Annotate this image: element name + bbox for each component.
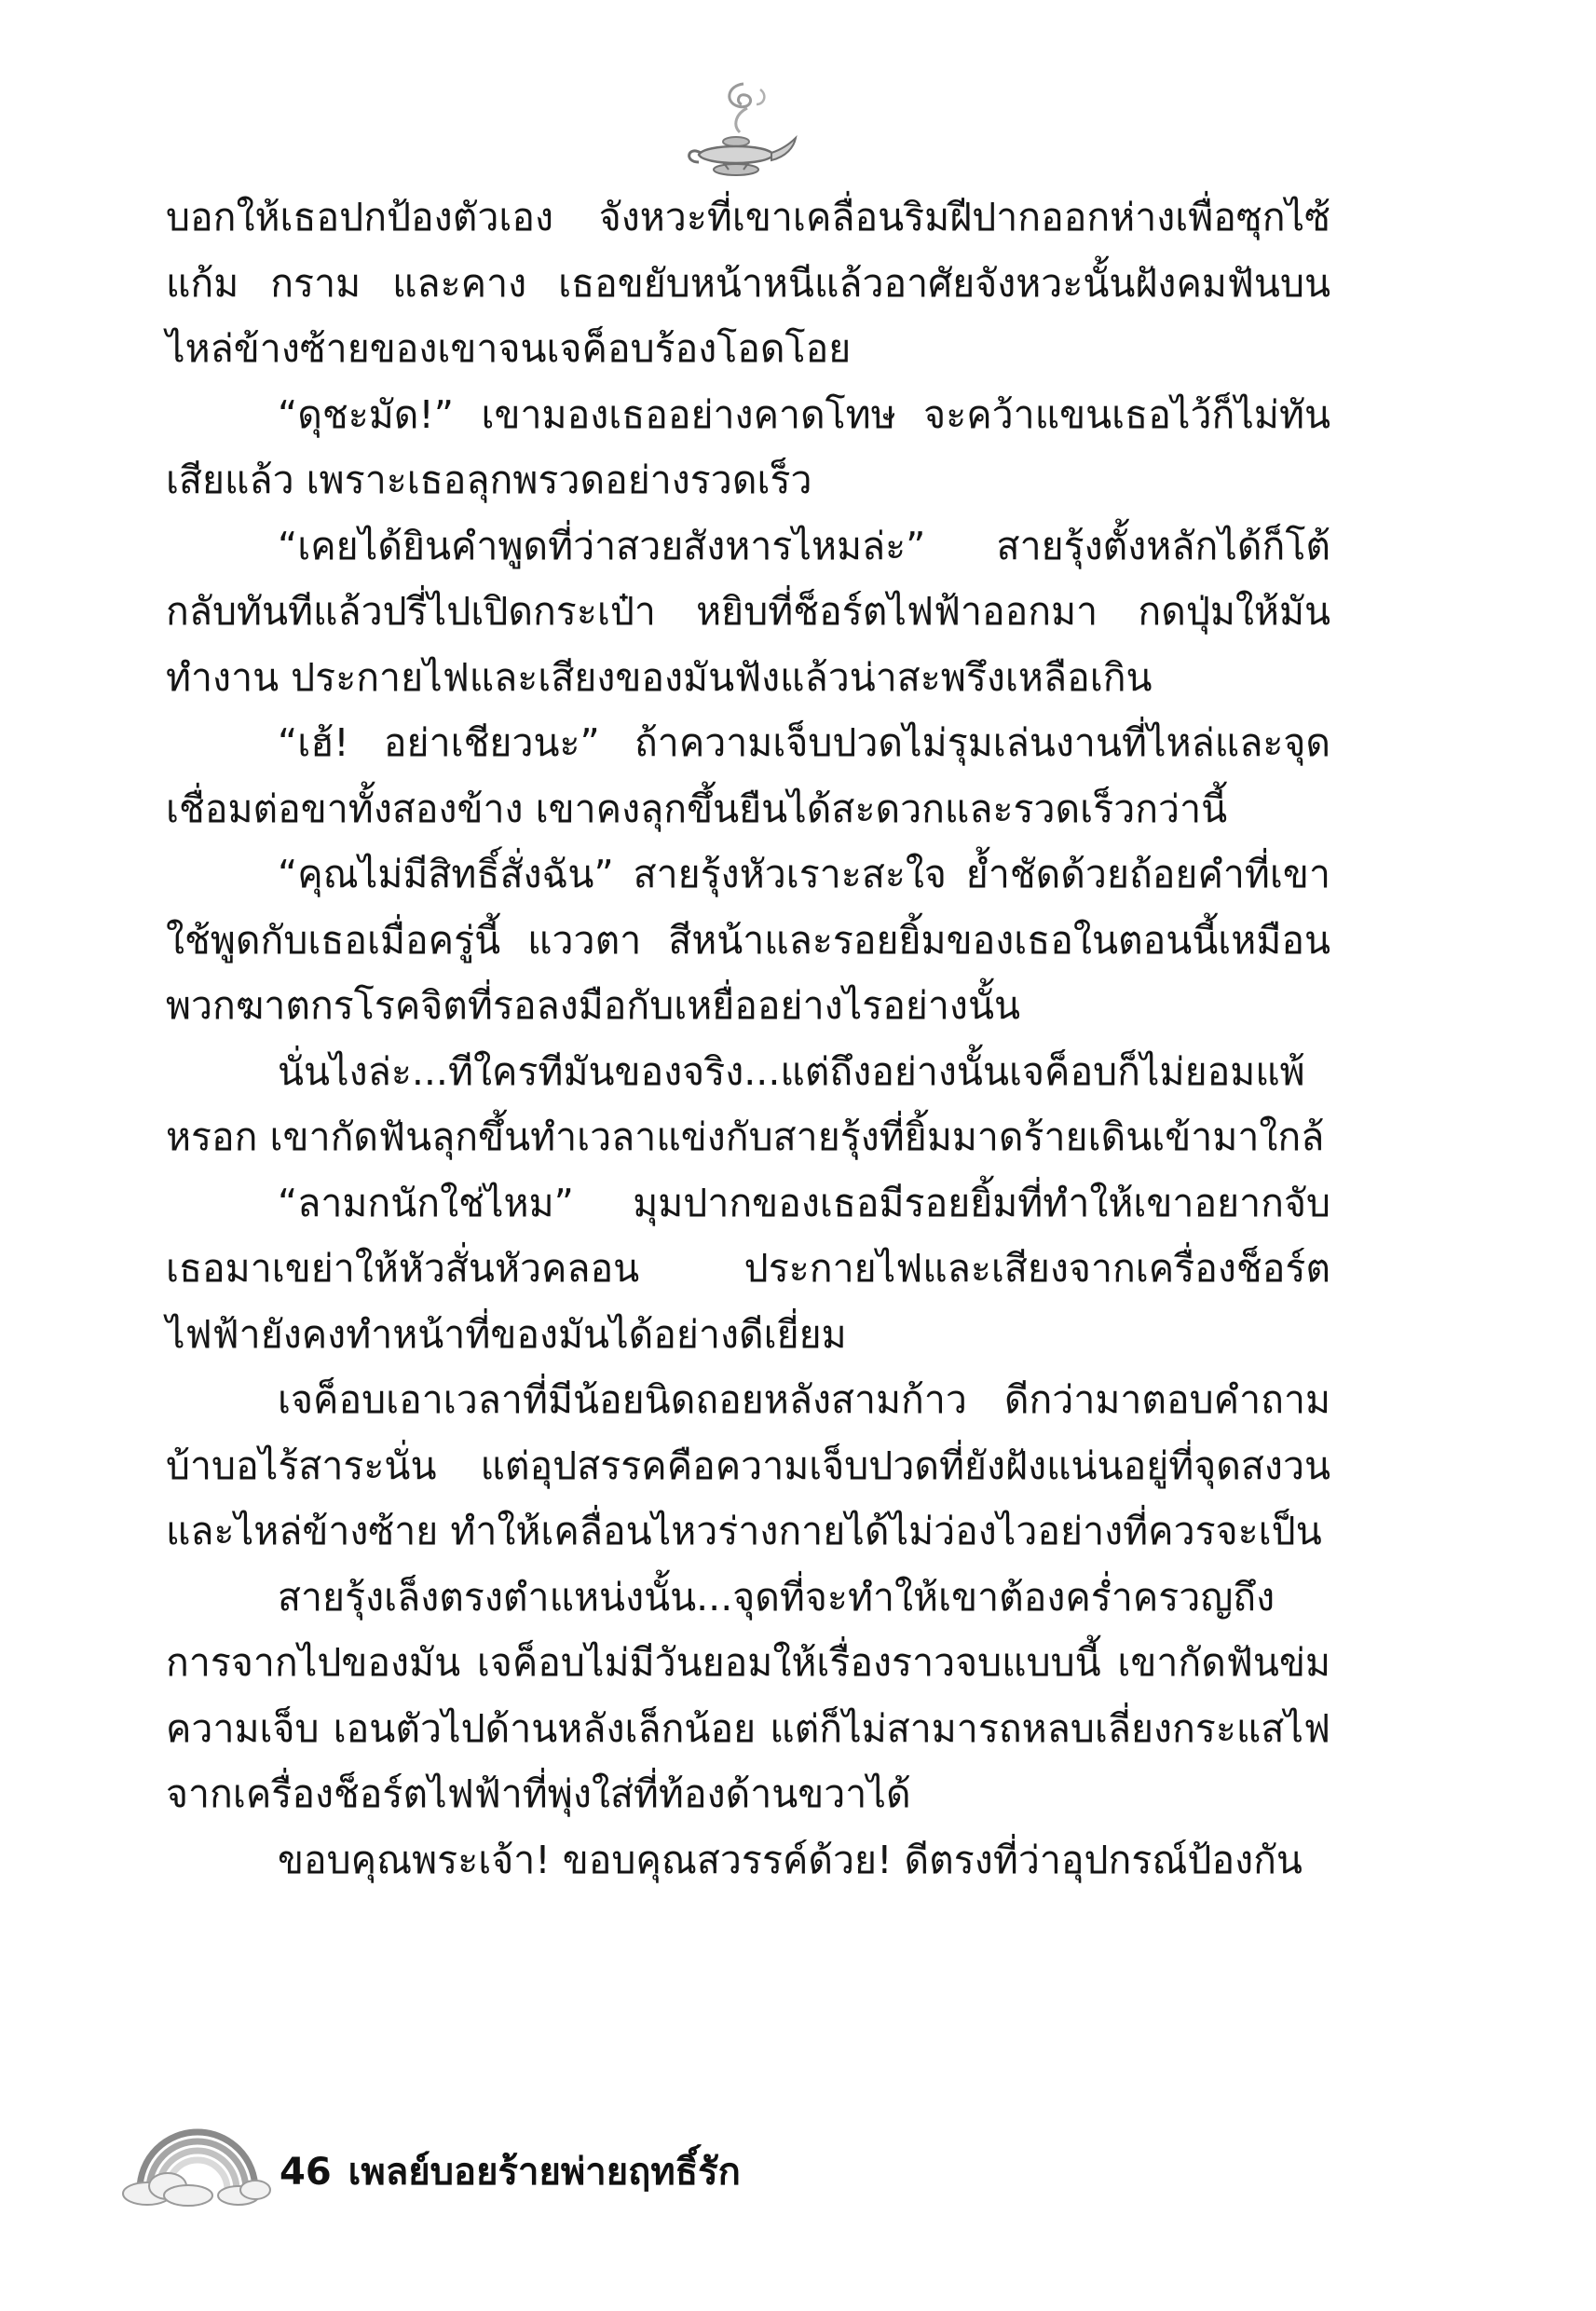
paragraph: เจค็อบเอาเวลาที่มีน้อยนิดถอยหลังสามก้าว ดีกว่ามาตอบคำถามบ้าบอไร้สาระนั่น แต่อุปสรรคคือความเจ็บปวดที่ยังฝังแน่นอยู่ที่จุดสงวนและไหล่ข้างซ้าย ทำให้เคลื่อนไหวร่างกายได้ไม่ว่องไวอย่างที่ควรจะเป็น bbox=[166, 1377, 1330, 1553]
page-footer bbox=[112, 2097, 950, 2208]
story-body-text bbox=[166, 185, 1330, 1893]
paragraph: “ลามกนักใช่ไหม” มุมปากของเธอมีรอยยิ้มที่ทำให้เขาอยากจับเธอมาเขย่าให้หัวสั่นหัวคลอน ประกายไฟและเสียงจากเครื่องช็อร์ตไฟฟ้ายังคงทำหน้าที่ของมันได้อย่างดีเยี่ยม bbox=[166, 1180, 1330, 1357]
page-number: 46 bbox=[280, 2151, 332, 2194]
paragraph: สายรุ้งเล็งตรงตำแหน่งนั้น...จุดที่จะทำให้เขาต้องคร่ำครวญถึงการจากไปของมัน เจค็อบไม่มีวันยอมให้เรื่องราวจบแบบนี้ เขากัดฟันข่มความเจ็บ เอนตัวไปด้านหลังเล็กน้อย แต่ก็ไม่สามารถหลบเลี่ยงกระแสไฟจากเครื่องช็อร์ตไฟฟ้าที่พุ่งใส่ที่ท้องด้านขวาได้ bbox=[166, 1574, 1330, 1816]
footer-text bbox=[280, 2141, 741, 2201]
rainbow-cloud-icon bbox=[112, 2097, 280, 2208]
paragraph: “เฮ้! อย่าเชียวนะ” ถ้าความเจ็บปวดไม่รุมเล่นงานที่ไหล่และจุดเชื่อมต่อขาทั้งสองข้าง เขาคงลุกขึ้นยืนได้สะดวกและรวดเร็วกว่านี้ bbox=[166, 720, 1330, 831]
book-title: เพลย์บอยร้ายพ่ายฤทธิ์รัก bbox=[348, 2151, 741, 2194]
paragraph: บอกให้เธอปกป้องตัวเอง จังหวะที่เขาเคลื่อนริมฝีปากออกห่างเพื่อซุกไซ้แก้ม กราม และคาง เธอขยับหน้าหนีแล้วอาศัยจังหวะนั้นฝังคมฟันบนไหล่ข้างซ้ายของเขาจนเจค็อบร้องโอดโอย bbox=[166, 195, 1330, 371]
paragraph: “คุณไม่มีสิทธิ์สั่งฉัน” สายรุ้งหัวเราะสะใจ ย้ำชัดด้วยถ้อยคำที่เขาใช้พูดกับเธอเมื่อครู่นี้ แววตา สีหน้าและรอยยิ้มของเธอในตอนนี้เหมือนพวกฆาตกรโรคจิตที่รอลงมือกับเหยื่ออย่างไรอย่างนั้น bbox=[166, 852, 1330, 1028]
paragraph: ขอบคุณพระเจ้า! ขอบคุณสวรรค์ด้วย! ดีตรงที่ว่าอุปกรณ์ป้องกัน bbox=[278, 1837, 1303, 1882]
paragraph: “ดุชะมัด!” เขามองเธออย่างคาดโทษ จะคว้าแขนเธอไว้ก็ไม่ทันเสียแล้ว เพราะเธอลุกพรวดอย่างรวดเร็ว bbox=[166, 391, 1330, 502]
magic-lamp-icon bbox=[671, 76, 801, 188]
paragraph: “เคยได้ยินคำพูดที่ว่าสวยสังหารไหมล่ะ” สายรุ้งตั้งหลักได้ก็โต้กลับทันทีแล้วปรี่ไปเปิดกระเป๋า หยิบที่ช็อร์ตไฟฟ้าออกมา กดปุ่มให้มันทำงาน ประกายไฟและเสียงของมันฟังแล้วน่าสะพรึงเหลือเกิน bbox=[166, 523, 1330, 700]
paragraph: นั่นไงล่ะ...ทีใครทีมันของจริง...แต่ถึงอย่างนั้นเจค็อบก็ไม่ยอมแพ้หรอก เขากัดฟันลุกขึ้นทำเวลาแข่งกับสายรุ้งที่ยิ้มมาดร้ายเดินเข้ามาใกล้ bbox=[166, 1048, 1325, 1159]
